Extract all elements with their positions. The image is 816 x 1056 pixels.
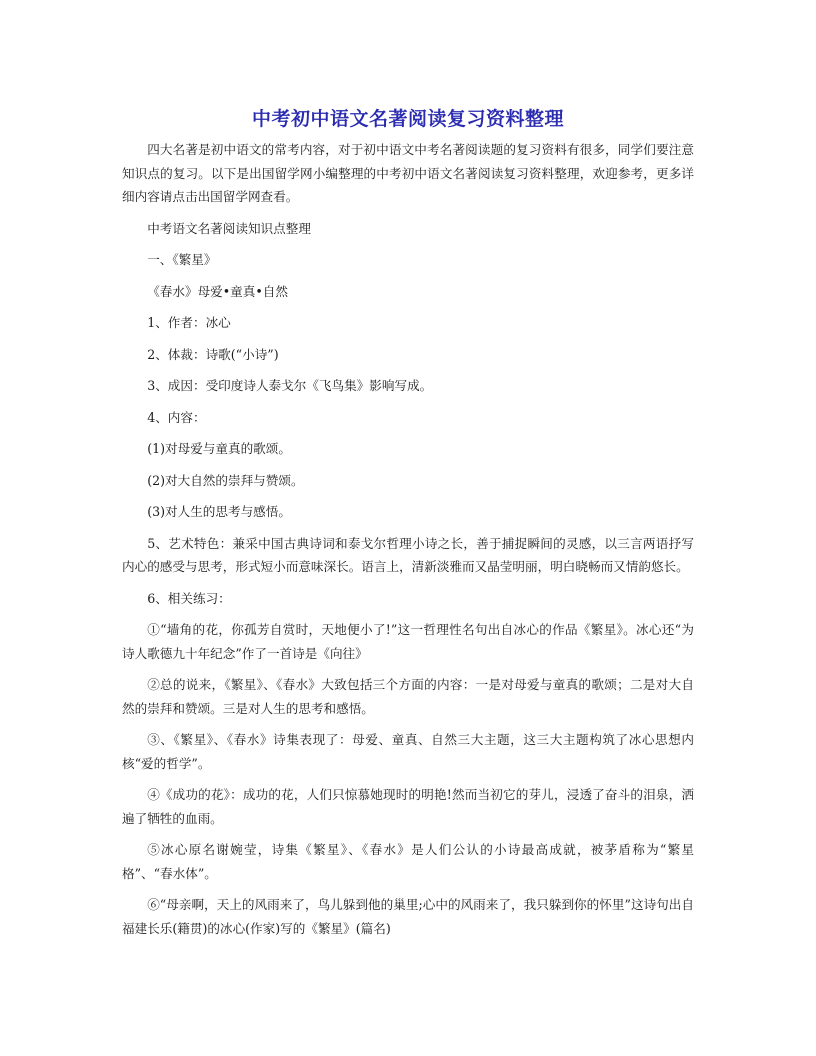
content-item: (2)对大自然的崇拜与赞颂。 [147,472,304,488]
subsection-heading: 一、《繁星》 [147,252,217,267]
section-heading: 中考语文名著阅读知识点整理 [147,220,311,236]
exercise-item: ②总的说来，《繁星》、《春水》大致包括三个方面的内容：一是对母爱与童真的歌颂；二是对大自然的崇拜和赞颂。三是对人生的思考和感悟。 [122,677,694,716]
document-title: 中考初中语文名著阅读复习资料整理 [251,108,564,130]
exercise-item: ⑥“母亲啊，天上的风雨来了，鸟儿躲到他的巢里;心中的风雨来了，我只躲到你的怀里”这诗句出自福建长乐(籍贯)的冰心(作家)写的《繁星》(篇名) [122,897,694,936]
art-features-paragraph: 5、艺术特色：兼采中国古典诗词和泰戈尔哲理小诗之长，善于捕捉瞬间的灵感，以三言两语抒写内心的感受与思考，形式短小而意味深长。语言上，清新淡雅而又晶莹明丽，明白晓畅而又情韵悠长。 [122,535,694,574]
content-item: (3)对人生的思考与感悟。 [147,504,291,519]
exercise-item: ⑤冰心原名谢婉莹，诗集《繁星》、《春水》是人们公认的小诗最高成就，被茅盾称为“繁星格”、“春水体”。 [122,842,694,881]
genre-line: 2、体裁：诗歌(“小诗”) [147,346,279,362]
origin-line: 3、成因：受印度诗人泰戈尔《飞鸟集》影响写成。 [147,378,433,393]
content-item: (1)对母爱与童真的歌颂。 [147,441,291,456]
document-body [122,138,694,948]
exercise-heading: 6、相关练习： [147,590,231,606]
content-heading: 4、内容： [147,409,206,425]
author-line: 1、作者：冰心 [147,315,231,330]
exercise-item: ③、《繁星》、《春水》诗集表现了：母爱、童真、自然三大主题，这三大主题构筑了冰心思想内核“爱的哲学”。 [122,732,694,771]
exercise-item: ④《成功的花》：成功的花，人们只惊慕她现时的明艳!然而当初它的芽儿，浸透了奋斗的泪泉，洒遍了牺牲的血雨。 [122,787,694,826]
exercise-item: ①“墙角的花，你孤芳自赏时，天地便小了!”这一哲理性名句出自冰心的作品《繁星》。冰心还“为诗人歌德九十年纪念”作了一首诗是《向往》 [122,622,694,661]
subtitle-line: 《春水》母爱•童真•自然 [147,283,288,299]
intro-paragraph: 四大名著是初中语文的常考内容，对于初中语文中考名著阅读题的复习资料有很多，同学们要注意知识点的复习。以下是出国留学网小编整理的中考初中语文名著阅读复习资料整理，欢迎参考，更多详细内容请点击出国留学网查看。 [122,142,694,204]
